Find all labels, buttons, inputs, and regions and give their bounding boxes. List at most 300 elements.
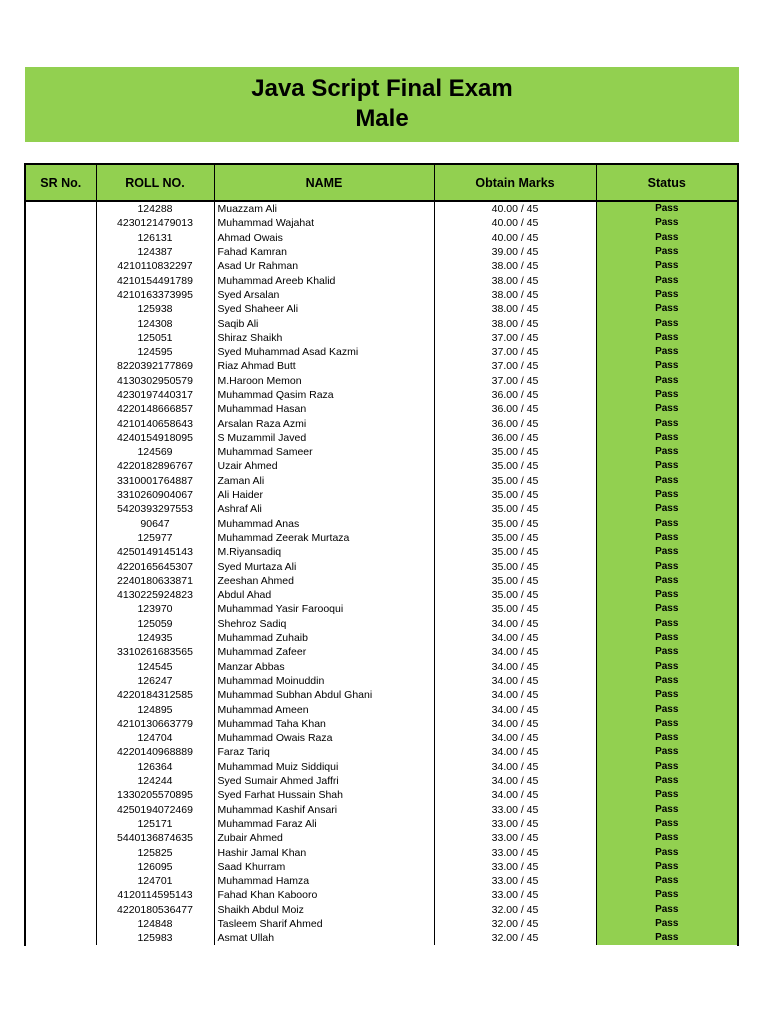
roll-no-cell: 4210110832297: [96, 259, 214, 273]
sr-cell: [26, 374, 96, 388]
roll-no-cell: 4250194072469: [96, 802, 214, 816]
table-row: [26, 459, 737, 473]
name-cell: Syed Farhat Hussain Shah: [214, 788, 434, 802]
table-row: [26, 831, 737, 845]
sr-cell: [26, 345, 96, 359]
sr-cell: [26, 760, 96, 774]
obtain-marks-cell: 34.00 / 45: [434, 702, 596, 716]
roll-no-cell: 124387: [96, 245, 214, 259]
sr-cell: [26, 845, 96, 859]
table-row: [26, 273, 737, 287]
roll-no-cell: 2240180633871: [96, 574, 214, 588]
obtain-marks-cell: 37.00 / 45: [434, 374, 596, 388]
roll-no-cell: 125983: [96, 931, 214, 945]
roll-no-cell: 3310001764887: [96, 474, 214, 488]
sr-cell: [26, 273, 96, 287]
status-cell: Pass: [596, 216, 737, 230]
roll-no-cell: 126364: [96, 760, 214, 774]
table-row: [26, 388, 737, 402]
column-header-name: NAME: [214, 165, 434, 201]
table-row: [26, 602, 737, 616]
table-row: [26, 774, 737, 788]
roll-no-cell: 124595: [96, 345, 214, 359]
sr-cell: [26, 874, 96, 888]
table-row: [26, 288, 737, 302]
name-cell: Riaz Ahmad Butt: [214, 359, 434, 373]
roll-no-cell: 4220148666857: [96, 402, 214, 416]
status-cell: Pass: [596, 201, 737, 216]
status-cell: Pass: [596, 445, 737, 459]
obtain-marks-cell: 40.00 / 45: [434, 231, 596, 245]
roll-no-cell: 126095: [96, 860, 214, 874]
name-cell: Shehroz Sadiq: [214, 617, 434, 631]
obtain-marks-cell: 33.00 / 45: [434, 831, 596, 845]
name-cell: Syed Arsalan: [214, 288, 434, 302]
roll-no-cell: 124244: [96, 774, 214, 788]
table-row: [26, 201, 737, 216]
obtain-marks-cell: 33.00 / 45: [434, 888, 596, 902]
obtain-marks-cell: 36.00 / 45: [434, 416, 596, 430]
roll-no-cell: 4250149145143: [96, 545, 214, 559]
status-cell: Pass: [596, 817, 737, 831]
name-cell: Hashir Jamal Khan: [214, 845, 434, 859]
obtain-marks-cell: 35.00 / 45: [434, 531, 596, 545]
obtain-marks-cell: 34.00 / 45: [434, 774, 596, 788]
sr-cell: [26, 216, 96, 230]
page-subtitle: Male: [355, 105, 409, 132]
sr-cell: [26, 459, 96, 473]
obtain-marks-cell: 36.00 / 45: [434, 388, 596, 402]
table-row: [26, 917, 737, 931]
table-row: [26, 631, 737, 645]
table-row: [26, 331, 737, 345]
table-row: [26, 874, 737, 888]
name-cell: Saad Khurram: [214, 860, 434, 874]
roll-no-cell: 4210163373995: [96, 288, 214, 302]
status-cell: Pass: [596, 545, 737, 559]
roll-no-cell: 124308: [96, 316, 214, 330]
table-row: [26, 231, 737, 245]
name-cell: Saqib Ali: [214, 316, 434, 330]
obtain-marks-cell: 35.00 / 45: [434, 502, 596, 516]
status-cell: Pass: [596, 717, 737, 731]
name-cell: Muhammad Subhan Abdul Ghani: [214, 688, 434, 702]
status-cell: Pass: [596, 631, 737, 645]
status-cell: Pass: [596, 831, 737, 845]
column-header-status: Status: [596, 165, 737, 201]
status-cell: Pass: [596, 288, 737, 302]
status-cell: Pass: [596, 345, 737, 359]
table-row: [26, 760, 737, 774]
name-cell: Ahmad Owais: [214, 231, 434, 245]
roll-no-cell: 90647: [96, 517, 214, 531]
roll-no-cell: 125938: [96, 302, 214, 316]
sr-cell: [26, 645, 96, 659]
table-row: [26, 316, 737, 330]
table-row: [26, 931, 737, 945]
status-cell: Pass: [596, 760, 737, 774]
sr-cell: [26, 316, 96, 330]
obtain-marks-cell: 33.00 / 45: [434, 845, 596, 859]
status-cell: Pass: [596, 474, 737, 488]
obtain-marks-cell: 35.00 / 45: [434, 445, 596, 459]
name-cell: M.Haroon Memon: [214, 374, 434, 388]
obtain-marks-cell: 38.00 / 45: [434, 302, 596, 316]
column-header-obtain-marks: Obtain Marks: [434, 165, 596, 201]
sr-cell: [26, 288, 96, 302]
status-cell: Pass: [596, 788, 737, 802]
status-cell: Pass: [596, 302, 737, 316]
obtain-marks-cell: 34.00 / 45: [434, 660, 596, 674]
roll-no-cell: 125059: [96, 617, 214, 631]
name-cell: Arsalan Raza Azmi: [214, 416, 434, 430]
roll-no-cell: 125051: [96, 331, 214, 345]
sr-cell: [26, 903, 96, 917]
table-row: [26, 345, 737, 359]
name-cell: Muhammad Hasan: [214, 402, 434, 416]
table-row: [26, 802, 737, 816]
roll-no-cell: 3310260904067: [96, 488, 214, 502]
name-cell: Uzair Ahmed: [214, 459, 434, 473]
table-row: [26, 688, 737, 702]
name-cell: Muhammad Zafeer: [214, 645, 434, 659]
roll-no-cell: 124935: [96, 631, 214, 645]
column-header-roll-no: ROLL NO.: [96, 165, 214, 201]
sr-cell: [26, 474, 96, 488]
status-cell: Pass: [596, 388, 737, 402]
sr-cell: [26, 888, 96, 902]
table-row: [26, 474, 737, 488]
obtain-marks-cell: 35.00 / 45: [434, 545, 596, 559]
status-cell: Pass: [596, 259, 737, 273]
name-cell: Shiraz Shaikh: [214, 331, 434, 345]
table-row: [26, 860, 737, 874]
roll-no-cell: 4210140658643: [96, 416, 214, 430]
sr-cell: [26, 688, 96, 702]
obtain-marks-cell: 35.00 / 45: [434, 588, 596, 602]
status-cell: Pass: [596, 331, 737, 345]
roll-no-cell: 126247: [96, 674, 214, 688]
name-cell: Asad Ur Rahman: [214, 259, 434, 273]
sr-cell: [26, 431, 96, 445]
status-cell: Pass: [596, 459, 737, 473]
name-cell: Muhammad Sameer: [214, 445, 434, 459]
obtain-marks-cell: 36.00 / 45: [434, 402, 596, 416]
roll-no-cell: 125171: [96, 817, 214, 831]
obtain-marks-cell: 37.00 / 45: [434, 359, 596, 373]
table-row: [26, 416, 737, 430]
sr-cell: [26, 245, 96, 259]
table-row: [26, 903, 737, 917]
name-cell: Muhammad Ameen: [214, 702, 434, 716]
name-cell: Zeeshan Ahmed: [214, 574, 434, 588]
roll-no-cell: 4230197440317: [96, 388, 214, 402]
name-cell: Manzar Abbas: [214, 660, 434, 674]
table-row: [26, 445, 737, 459]
roll-no-cell: 4210154491789: [96, 273, 214, 287]
roll-no-cell: 8220392177869: [96, 359, 214, 373]
name-cell: Muhammad Muiz Siddiqui: [214, 760, 434, 774]
obtain-marks-cell: 34.00 / 45: [434, 688, 596, 702]
name-cell: Muhammad Qasim Raza: [214, 388, 434, 402]
table-row: [26, 660, 737, 674]
name-cell: Muhammad Areeb Khalid: [214, 273, 434, 287]
roll-no-cell: 4210130663779: [96, 717, 214, 731]
name-cell: Tasleem Sharif Ahmed: [214, 917, 434, 931]
roll-no-cell: 4240154918095: [96, 431, 214, 445]
sr-cell: [26, 817, 96, 831]
roll-no-cell: 4220180536477: [96, 903, 214, 917]
obtain-marks-cell: 33.00 / 45: [434, 874, 596, 888]
sr-cell: [26, 574, 96, 588]
roll-no-cell: 123970: [96, 602, 214, 616]
table-row: [26, 559, 737, 573]
table-row: [26, 888, 737, 902]
table-row: [26, 531, 737, 545]
table-header-row: [26, 165, 737, 201]
obtain-marks-cell: 34.00 / 45: [434, 788, 596, 802]
table-row: [26, 674, 737, 688]
roll-no-cell: 4220182896767: [96, 459, 214, 473]
obtain-marks-cell: 37.00 / 45: [434, 331, 596, 345]
status-cell: Pass: [596, 517, 737, 531]
obtain-marks-cell: 33.00 / 45: [434, 860, 596, 874]
roll-no-cell: 124701: [96, 874, 214, 888]
obtain-marks-cell: 35.00 / 45: [434, 474, 596, 488]
obtain-marks-cell: 39.00 / 45: [434, 245, 596, 259]
table-row: [26, 617, 737, 631]
status-cell: Pass: [596, 888, 737, 902]
status-cell: Pass: [596, 731, 737, 745]
table-row: [26, 817, 737, 831]
sr-cell: [26, 302, 96, 316]
sr-cell: [26, 702, 96, 716]
obtain-marks-cell: 38.00 / 45: [434, 316, 596, 330]
name-cell: Muhammad Wajahat: [214, 216, 434, 230]
obtain-marks-cell: 33.00 / 45: [434, 802, 596, 816]
table-row: [26, 302, 737, 316]
name-cell: Faraz Tariq: [214, 745, 434, 759]
status-cell: Pass: [596, 231, 737, 245]
status-cell: Pass: [596, 645, 737, 659]
sr-cell: [26, 745, 96, 759]
roll-no-cell: 4220165645307: [96, 559, 214, 573]
obtain-marks-cell: 32.00 / 45: [434, 903, 596, 917]
roll-no-cell: 4230121479013: [96, 216, 214, 230]
obtain-marks-cell: 37.00 / 45: [434, 345, 596, 359]
name-cell: Muhammad Zuhaib: [214, 631, 434, 645]
name-cell: Fahad Khan Kabooro: [214, 888, 434, 902]
roll-no-cell: 124288: [96, 201, 214, 216]
name-cell: M.Riyansadiq: [214, 545, 434, 559]
obtain-marks-cell: 35.00 / 45: [434, 559, 596, 573]
status-cell: Pass: [596, 617, 737, 631]
name-cell: Muazzam Ali: [214, 201, 434, 216]
obtain-marks-cell: 38.00 / 45: [434, 259, 596, 273]
roll-no-cell: 124545: [96, 660, 214, 674]
name-cell: Abdul Ahad: [214, 588, 434, 602]
obtain-marks-cell: 34.00 / 45: [434, 631, 596, 645]
name-cell: Muhammad Taha Khan: [214, 717, 434, 731]
roll-no-cell: 5420393297553: [96, 502, 214, 516]
sr-cell: [26, 831, 96, 845]
name-cell: Muhammad Owais Raza: [214, 731, 434, 745]
status-cell: Pass: [596, 245, 737, 259]
obtain-marks-cell: 33.00 / 45: [434, 817, 596, 831]
roll-no-cell: 5440136874635: [96, 831, 214, 845]
name-cell: Muhammad Moinuddin: [214, 674, 434, 688]
obtain-marks-cell: 38.00 / 45: [434, 288, 596, 302]
name-cell: Zubair Ahmed: [214, 831, 434, 845]
status-cell: Pass: [596, 488, 737, 502]
table-row: [26, 717, 737, 731]
name-cell: Muhammad Anas: [214, 517, 434, 531]
obtain-marks-cell: 38.00 / 45: [434, 273, 596, 287]
status-cell: Pass: [596, 660, 737, 674]
obtain-marks-cell: 34.00 / 45: [434, 645, 596, 659]
roll-no-cell: 124895: [96, 702, 214, 716]
sr-cell: [26, 717, 96, 731]
roll-no-cell: 4220140968889: [96, 745, 214, 759]
roll-no-cell: 126131: [96, 231, 214, 245]
sr-cell: [26, 731, 96, 745]
status-cell: Pass: [596, 402, 737, 416]
table-row: [26, 216, 737, 230]
sr-cell: [26, 402, 96, 416]
status-cell: Pass: [596, 774, 737, 788]
status-cell: Pass: [596, 903, 737, 917]
status-cell: Pass: [596, 745, 737, 759]
status-cell: Pass: [596, 502, 737, 516]
table-row: [26, 259, 737, 273]
sr-cell: [26, 588, 96, 602]
sr-cell: [26, 559, 96, 573]
table-row: [26, 588, 737, 602]
status-cell: Pass: [596, 702, 737, 716]
obtain-marks-cell: 32.00 / 45: [434, 931, 596, 945]
table-row: [26, 645, 737, 659]
status-cell: Pass: [596, 316, 737, 330]
status-cell: Pass: [596, 273, 737, 287]
table-row: [26, 574, 737, 588]
status-cell: Pass: [596, 845, 737, 859]
sr-cell: [26, 331, 96, 345]
status-cell: Pass: [596, 917, 737, 931]
name-cell: Fahad Kamran: [214, 245, 434, 259]
sr-cell: [26, 416, 96, 430]
status-cell: Pass: [596, 374, 737, 388]
status-cell: Pass: [596, 688, 737, 702]
table-row: [26, 731, 737, 745]
sr-cell: [26, 931, 96, 945]
sr-cell: [26, 860, 96, 874]
name-cell: Muhammad Hamza: [214, 874, 434, 888]
table-row: [26, 702, 737, 716]
obtain-marks-cell: 32.00 / 45: [434, 917, 596, 931]
sr-cell: [26, 774, 96, 788]
table-row: [26, 545, 737, 559]
obtain-marks-cell: 40.00 / 45: [434, 216, 596, 230]
table-body: [26, 201, 737, 945]
name-cell: Muhammad Faraz Ali: [214, 817, 434, 831]
name-cell: Zaman Ali: [214, 474, 434, 488]
sr-cell: [26, 359, 96, 373]
name-cell: Asmat Ullah: [214, 931, 434, 945]
table-row: [26, 488, 737, 502]
roll-no-cell: 125825: [96, 845, 214, 859]
table-row: [26, 502, 737, 516]
status-cell: Pass: [596, 588, 737, 602]
status-cell: Pass: [596, 531, 737, 545]
table-row: [26, 245, 737, 259]
sr-cell: [26, 531, 96, 545]
status-cell: Pass: [596, 559, 737, 573]
sr-cell: [26, 201, 96, 216]
status-cell: Pass: [596, 802, 737, 816]
sr-cell: [26, 231, 96, 245]
roll-no-cell: 4120114595143: [96, 888, 214, 902]
sr-cell: [26, 631, 96, 645]
status-cell: Pass: [596, 574, 737, 588]
name-cell: Ashraf Ali: [214, 502, 434, 516]
obtain-marks-cell: 35.00 / 45: [434, 602, 596, 616]
roll-no-cell: 124704: [96, 731, 214, 745]
sr-cell: [26, 602, 96, 616]
obtain-marks-cell: 34.00 / 45: [434, 731, 596, 745]
obtain-marks-cell: 34.00 / 45: [434, 745, 596, 759]
roll-no-cell: 3310261683565: [96, 645, 214, 659]
status-cell: Pass: [596, 431, 737, 445]
roll-no-cell: 1330205570895: [96, 788, 214, 802]
name-cell: Syed Muhammad Asad Kazmi: [214, 345, 434, 359]
obtain-marks-cell: 35.00 / 45: [434, 488, 596, 502]
table-row: [26, 374, 737, 388]
obtain-marks-cell: 34.00 / 45: [434, 617, 596, 631]
name-cell: Muhammad Kashif Ansari: [214, 802, 434, 816]
name-cell: Muhammad Zeerak Murtaza: [214, 531, 434, 545]
table-row: [26, 359, 737, 373]
roll-no-cell: 4220184312585: [96, 688, 214, 702]
obtain-marks-cell: 36.00 / 45: [434, 431, 596, 445]
status-cell: Pass: [596, 416, 737, 430]
obtain-marks-cell: 35.00 / 45: [434, 459, 596, 473]
table-row: [26, 845, 737, 859]
sr-cell: [26, 802, 96, 816]
name-cell: Syed Shaheer Ali: [214, 302, 434, 316]
roll-no-cell: 4130302950579: [96, 374, 214, 388]
name-cell: Syed Sumair Ahmed Jaffri: [214, 774, 434, 788]
roll-no-cell: 4130225924823: [96, 588, 214, 602]
column-header-sr-no: SR No.: [26, 165, 96, 201]
sr-cell: [26, 388, 96, 402]
obtain-marks-cell: 35.00 / 45: [434, 574, 596, 588]
obtain-marks-cell: 34.00 / 45: [434, 674, 596, 688]
name-cell: Muhammad Yasir Farooqui: [214, 602, 434, 616]
name-cell: Ali Haider: [214, 488, 434, 502]
name-cell: Shaikh Abdul Moiz: [214, 903, 434, 917]
sr-cell: [26, 445, 96, 459]
sr-cell: [26, 917, 96, 931]
table-row: [26, 431, 737, 445]
obtain-marks-cell: 40.00 / 45: [434, 201, 596, 216]
status-cell: Pass: [596, 931, 737, 945]
status-cell: Pass: [596, 860, 737, 874]
table-row: [26, 788, 737, 802]
obtain-marks-cell: 35.00 / 45: [434, 517, 596, 531]
sr-cell: [26, 660, 96, 674]
results-sheet: [24, 163, 739, 946]
roll-no-cell: 124848: [96, 917, 214, 931]
